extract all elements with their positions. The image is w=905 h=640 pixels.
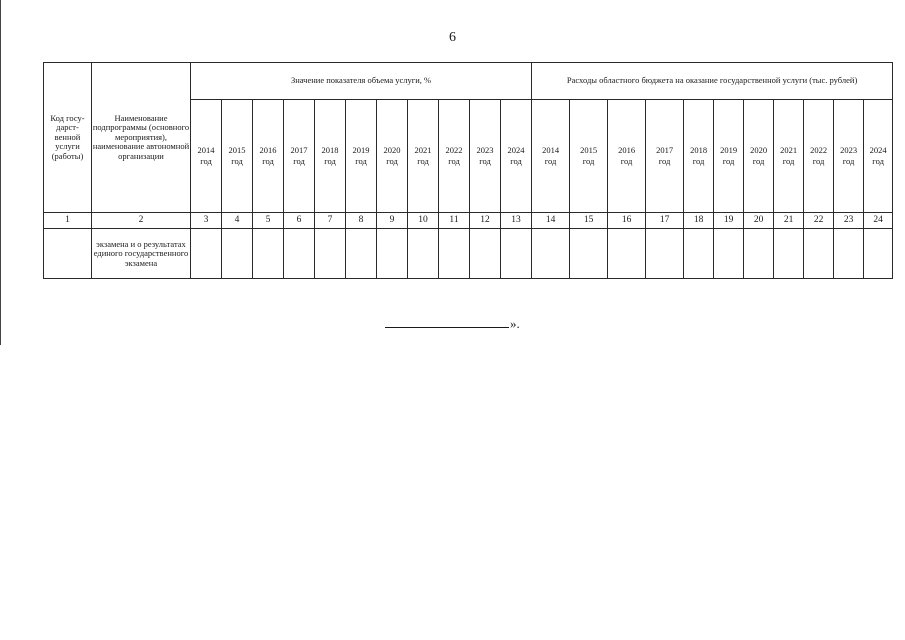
empty-value-cell	[804, 229, 834, 279]
year-number: 2024	[507, 145, 525, 156]
column-number-cell: 16	[608, 213, 646, 229]
indicator-year-header	[315, 100, 346, 213]
column-number-cell: 19	[714, 213, 744, 229]
expenditure-year-header	[570, 100, 608, 213]
expenditure-year-header	[804, 100, 834, 213]
year-number: 2017	[290, 145, 308, 156]
year-word: год	[417, 155, 429, 166]
closing-quote: ».	[510, 316, 520, 331]
name-column-header: Наименование подпрограммы (основного мероприятия), наименование автономной организации	[92, 63, 191, 213]
empty-value-cell	[284, 229, 315, 279]
empty-value-cell	[744, 229, 774, 279]
row-name-cell: экзамена и о результатах единого государственного экзамена	[92, 229, 191, 279]
page-edge-line	[0, 0, 1, 345]
column-number-cell: 18	[684, 213, 714, 229]
year-word: год	[842, 155, 855, 166]
year-word: год	[620, 155, 633, 166]
year-number: 2022	[445, 145, 463, 156]
column-number-cell: 9	[377, 213, 408, 229]
year-number: 2019	[352, 145, 370, 156]
year-number: 2016	[618, 145, 636, 156]
indicator-year-header	[408, 100, 439, 213]
year-number: 2019	[720, 145, 738, 156]
column-number-cell: 24	[864, 213, 893, 229]
column-number-cell: 4	[222, 213, 253, 229]
column-number-cell: 11	[439, 213, 470, 229]
year-word: год	[692, 155, 705, 166]
column-number-cell: 1	[44, 213, 92, 229]
column-number-row	[44, 213, 893, 229]
empty-value-cell	[774, 229, 804, 279]
indicator-year-header	[470, 100, 501, 213]
year-number: 2021	[414, 145, 432, 156]
code-column-header: Код госу-дарст-венной услуги (работы)	[44, 63, 92, 213]
year-word: год	[872, 155, 884, 166]
empty-value-cell	[315, 229, 346, 279]
column-number-cell: 20	[744, 213, 774, 229]
year-number: 2020	[383, 145, 401, 156]
blank-underline	[385, 316, 509, 328]
indicator-year-header	[439, 100, 470, 213]
column-number-cell: 3	[191, 213, 222, 229]
column-number-cell: 5	[253, 213, 284, 229]
year-number: 2022	[810, 145, 828, 156]
expenditure-year-header	[532, 100, 570, 213]
empty-value-cell	[684, 229, 714, 279]
column-number-cell: 13	[501, 213, 532, 229]
indicator-year-header	[346, 100, 377, 213]
year-word: год	[782, 155, 795, 166]
empty-value-cell	[191, 229, 222, 279]
expenditure-year-header	[744, 100, 774, 213]
year-word: год	[324, 155, 336, 166]
row-code-cell	[44, 229, 92, 279]
table-row	[44, 229, 893, 279]
year-word: год	[544, 155, 557, 166]
empty-value-cell	[608, 229, 646, 279]
year-number: 2023	[840, 145, 858, 156]
column-number-cell: 12	[470, 213, 501, 229]
year-word: год	[510, 155, 522, 166]
indicator-year-header	[284, 100, 315, 213]
budget-table	[43, 62, 893, 279]
column-number-cell: 22	[804, 213, 834, 229]
expenditure-year-header	[714, 100, 744, 213]
expenditure-year-header	[774, 100, 804, 213]
expenditure-year-header	[834, 100, 864, 213]
expenditure-year-header	[684, 100, 714, 213]
empty-value-cell	[714, 229, 744, 279]
closing-signature-line	[385, 316, 520, 332]
indicator-year-header	[253, 100, 284, 213]
column-number-cell: 23	[834, 213, 864, 229]
year-number: 2024	[869, 145, 887, 156]
empty-value-cell	[439, 229, 470, 279]
year-number: 2016	[259, 145, 277, 156]
indicator-year-header	[191, 100, 222, 213]
empty-value-cell	[408, 229, 439, 279]
empty-value-cell	[470, 229, 501, 279]
year-word: год	[262, 155, 274, 166]
empty-value-cell	[864, 229, 893, 279]
column-number-cell: 14	[532, 213, 570, 229]
year-number: 2020	[750, 145, 768, 156]
year-number: 2018	[690, 145, 708, 156]
year-word: год	[448, 155, 460, 166]
indicator-year-header	[377, 100, 408, 213]
empty-value-cell	[570, 229, 608, 279]
year-word: год	[386, 155, 398, 166]
indicator-group-header: Значение показателя объема услуги, %	[191, 63, 532, 100]
year-word: год	[582, 155, 595, 166]
year-number: 2021	[780, 145, 798, 156]
year-word: год	[479, 155, 491, 166]
column-number-cell: 17	[646, 213, 684, 229]
indicator-year-header	[222, 100, 253, 213]
year-word: год	[812, 155, 825, 166]
expenditure-year-header	[864, 100, 893, 213]
year-word: год	[722, 155, 735, 166]
year-number: 2015	[580, 145, 598, 156]
column-number-cell: 10	[408, 213, 439, 229]
year-number: 2015	[228, 145, 246, 156]
column-number-cell: 6	[284, 213, 315, 229]
empty-value-cell	[346, 229, 377, 279]
empty-value-cell	[253, 229, 284, 279]
year-number: 2023	[476, 145, 494, 156]
year-number: 2014	[197, 145, 215, 156]
year-number: 2018	[321, 145, 339, 156]
empty-value-cell	[532, 229, 570, 279]
year-word: год	[231, 155, 243, 166]
empty-value-cell	[646, 229, 684, 279]
indicator-year-header	[501, 100, 532, 213]
year-number: 2014	[542, 145, 560, 156]
empty-value-cell	[222, 229, 253, 279]
year-number: 2017	[656, 145, 674, 156]
expenditure-year-header	[646, 100, 684, 213]
column-number-cell: 2	[92, 213, 191, 229]
year-word: год	[200, 155, 212, 166]
empty-value-cell	[377, 229, 408, 279]
year-word: год	[752, 155, 765, 166]
column-number-cell: 15	[570, 213, 608, 229]
empty-value-cell	[501, 229, 532, 279]
column-number-cell: 8	[346, 213, 377, 229]
expenditure-group-header: Расходы областного бюджета на оказание государственной услуги (тыс. рублей)	[532, 63, 893, 100]
page-number: 6	[449, 30, 456, 45]
expenditure-year-header	[608, 100, 646, 213]
year-word: год	[355, 155, 367, 166]
column-number-cell: 21	[774, 213, 804, 229]
empty-value-cell	[834, 229, 864, 279]
year-word: год	[658, 155, 671, 166]
column-number-cell: 7	[315, 213, 346, 229]
year-word: год	[293, 155, 305, 166]
